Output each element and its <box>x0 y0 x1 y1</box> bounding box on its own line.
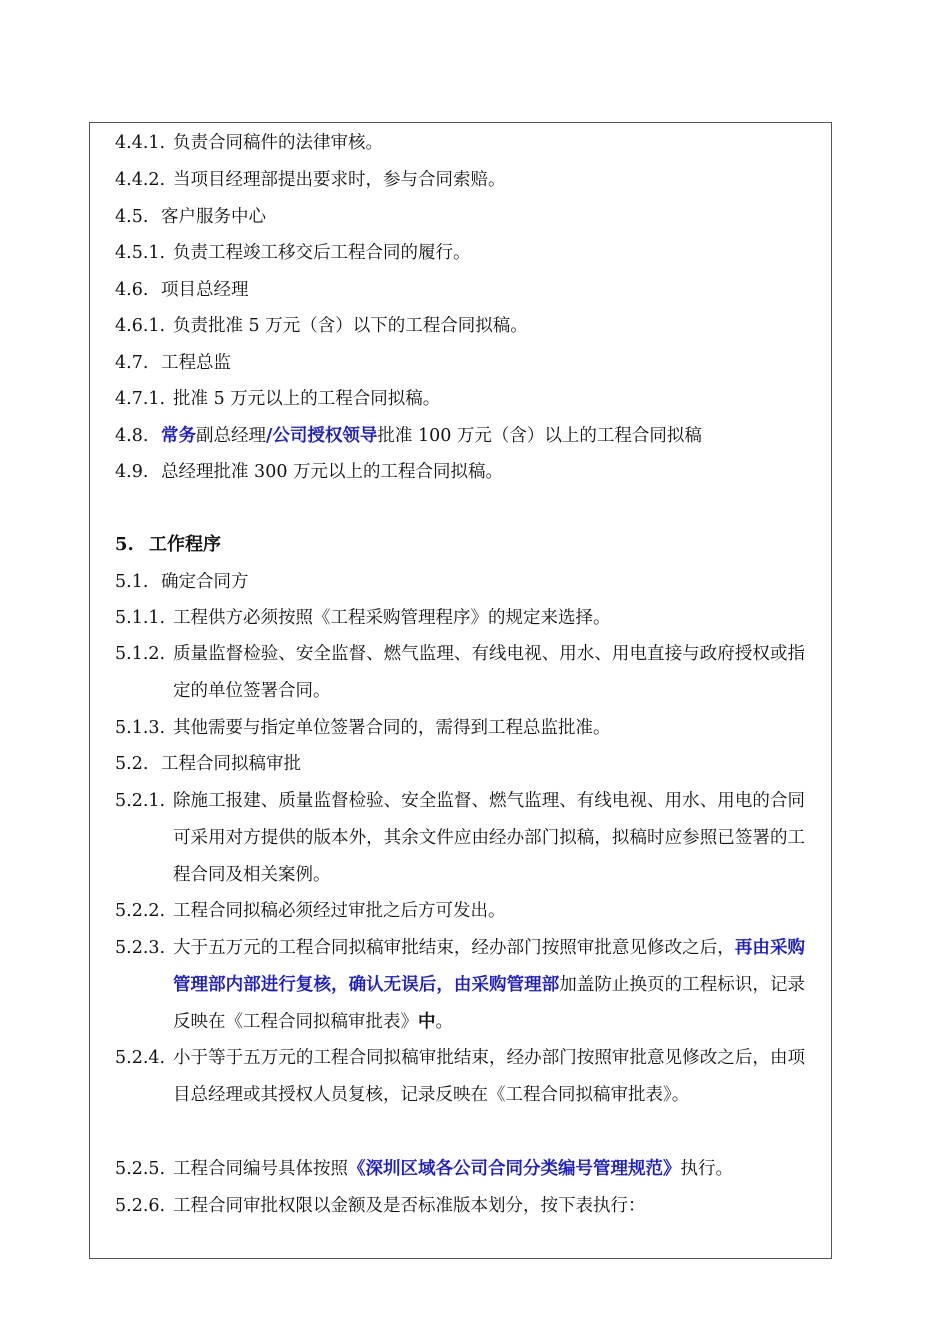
clause-text: 确定合同方 <box>161 572 249 592</box>
clause-text-block <box>173 930 805 1041</box>
clause-5-2-2 <box>115 899 506 923</box>
clause-text: 除施工报建、质量监督检验、安全监督、燃气监理、有线电视、用水、用电的合同可采用对方提供的版本外，其余文件应由经办部门拟稿，拟稿时应参照已签署的工程合同及相关案例。 <box>173 791 805 885</box>
clause-5-1 <box>115 570 249 594</box>
clause-text: 执行。 <box>680 1159 733 1179</box>
clause-4-6-1 <box>115 314 528 338</box>
clause-text: 工程合同审批权限以金额及是否标准版本划分，按下表执行： <box>173 1196 646 1216</box>
bold-text: 中 <box>418 1012 436 1032</box>
clause-text: 负责合同稿件的法律审核。 <box>173 133 383 153</box>
clause-number: 4.7.1. <box>115 389 166 409</box>
clause-number: 5.1.1. <box>115 608 166 628</box>
clause-text: 总经理批准 300 万元以上的工程合同拟稿。 <box>161 462 504 482</box>
highlight-text: 常务 <box>161 426 196 446</box>
clause-text: 加盖防止换页的工程标识，记录反映在《工程合同拟稿审批表》 <box>173 975 806 1032</box>
clause-number: 4.4.2. <box>115 170 166 190</box>
clause-5-1-3 <box>115 716 611 740</box>
clause-number: 5.2. <box>115 754 149 774</box>
clause-4-7-1 <box>115 387 440 411</box>
clause-4-8 <box>115 424 702 448</box>
clause-text: 工程供方必须按照《工程采购管理程序》的规定来选择。 <box>173 608 611 628</box>
clause-text: 工程合同拟稿审批 <box>161 754 301 774</box>
clause-text: 负责工程竣工移交后工程合同的履行。 <box>173 243 471 263</box>
clause-number: 4.6.1. <box>115 316 166 336</box>
clause-text: 工程合同拟稿必须经过审批之后方可发出。 <box>173 901 506 921</box>
highlight-text: /公司授权领导 <box>266 426 378 446</box>
clause-text: 批准 100 万元（含）以上的工程合同拟稿 <box>377 426 702 446</box>
clause-text: 客户服务中心 <box>161 207 266 227</box>
clause-4-7 <box>115 351 231 375</box>
section-title: 工作程序 <box>149 534 221 555</box>
clause-5-2-4 <box>115 1040 805 1114</box>
clause-4-6 <box>115 278 249 302</box>
clause-number: 4.5.1. <box>115 243 166 263</box>
clause-number: 5.2.2. <box>115 901 166 921</box>
clause-number: 4.7. <box>115 353 149 373</box>
clause-4-4-2 <box>115 168 506 192</box>
clause-number: 4.8. <box>115 426 149 446</box>
clause-number: 4.9. <box>115 462 149 482</box>
clause-text: 副总经理 <box>196 426 266 446</box>
clause-number: 4.4.1. <box>115 133 166 153</box>
clause-number: 5.2.5. <box>115 1159 166 1179</box>
clause-text: 其他需要与指定单位签署合同的，需得到工程总监批准。 <box>173 718 611 738</box>
clause-text: 项目总经理 <box>161 280 249 300</box>
clause-4-9 <box>115 460 503 484</box>
clause-number: 4.6. <box>115 280 149 300</box>
clause-5-2-3 <box>115 930 805 1041</box>
clause-number: 5.2.6. <box>115 1196 166 1216</box>
clause-number: 4.5. <box>115 207 149 227</box>
highlight-text: 《深圳区域各公司合同分类编号管理规范》 <box>348 1159 681 1179</box>
clause-5-2-1 <box>115 783 805 894</box>
clause-text: 大于五万元的工程合同拟稿审批结束，经办部门按照审批意见修改之后， <box>173 938 735 958</box>
clause-5-2-6 <box>115 1194 646 1218</box>
clause-text: 负责批准 5 万元（含）以下的工程合同拟稿。 <box>173 316 528 336</box>
section-number: 5. <box>115 534 134 555</box>
highlight-text: 再由采购管理部内部进行复核，确认无误后，由采购管理部 <box>173 938 805 995</box>
clause-5-2 <box>115 752 301 776</box>
clause-text: 工程合同编号具体按照 <box>173 1159 348 1179</box>
clause-4-5-1 <box>115 241 471 265</box>
clause-4-4-1 <box>115 131 383 155</box>
clause-number: 5.2.4. <box>115 1048 166 1068</box>
clause-text: 。 <box>435 1012 453 1032</box>
clause-number: 5.1.2. <box>115 644 166 664</box>
clause-5-1-1 <box>115 606 611 630</box>
clause-5-1-2 <box>115 636 805 710</box>
clause-5-2-5 <box>115 1157 733 1181</box>
clause-text: 批准 5 万元以上的工程合同拟稿。 <box>173 389 441 409</box>
clause-text: 质量监督检验、安全监督、燃气监理、有线电视、用水、用电直接与政府授权或指定的单位签署合同。 <box>173 644 805 701</box>
clause-number: 5.2.3. <box>115 938 166 958</box>
clause-4-5 <box>115 205 266 229</box>
clause-text: 当项目经理部提出要求时，参与合同索赔。 <box>173 170 506 190</box>
clause-text: 小于等于五万元的工程合同拟稿审批结束，经办部门按照审批意见修改之后，由项目总经理或其授权人员复核，记录反映在《工程合同拟稿审批表》。 <box>173 1048 805 1105</box>
clause-number: 5.1. <box>115 572 149 592</box>
clause-number: 5.1.3. <box>115 718 166 738</box>
clause-text: 工程总监 <box>161 353 231 373</box>
clause-number: 5.2.1. <box>115 791 166 811</box>
section-5-heading <box>115 533 221 557</box>
